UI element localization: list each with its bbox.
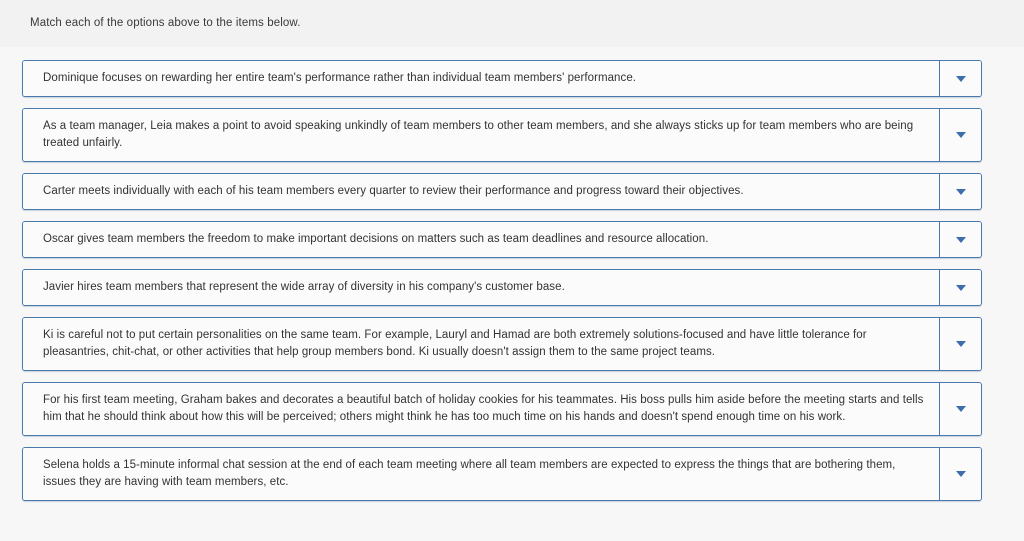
matching-item-dropdown-button[interactable]	[939, 318, 981, 370]
matching-item-dropdown-button[interactable]	[939, 174, 981, 209]
matching-item-dropdown-button[interactable]	[939, 61, 981, 96]
matching-item-statement	[23, 174, 939, 209]
matching-item-row	[22, 173, 982, 210]
matching-item-row	[22, 108, 982, 162]
chevron-down-icon	[956, 471, 966, 477]
matching-item-statement-text: Carter meets individually with each of his team members every quarter to review their performance and progress toward their objectives.	[43, 185, 744, 197]
matching-item-statement	[23, 61, 939, 96]
matching-items-list	[0, 47, 1024, 501]
matching-item-row	[22, 317, 982, 371]
matching-item-row	[22, 447, 982, 501]
instruction-bar	[0, 0, 1024, 47]
matching-item-row	[22, 269, 982, 306]
matching-item-statement-text: Selena holds a 15-minute informal chat session at the end of each team meeting where all team members are expected to express the things that are bothering them, issues they are having with team members, etc.	[43, 459, 896, 488]
matching-item-statement	[23, 318, 939, 370]
matching-item-statement	[23, 222, 939, 257]
chevron-down-icon	[956, 285, 966, 291]
matching-item-dropdown-button[interactable]	[939, 109, 981, 161]
matching-item-statement-text: For his first team meeting, Graham bakes and decorates a beautiful batch of holiday cookies for his teammates. His boss pulls him aside before the meeting starts and tells him that he should think about how this will be perceived; others might think he has too much time on his hands and doesn't spend enough time on his work.	[43, 394, 924, 423]
matching-item-statement	[23, 448, 939, 500]
matching-item-statement-text: Dominique focuses on rewarding her entire team's performance rather than individual team members' performance.	[43, 72, 637, 84]
matching-item-row	[22, 60, 982, 97]
chevron-down-icon	[956, 237, 966, 243]
matching-item-dropdown-button[interactable]	[939, 448, 981, 500]
matching-item-dropdown-button[interactable]	[939, 383, 981, 435]
matching-item-statement-text: As a team manager, Leia makes a point to avoid speaking unkindly of team members to other team members, and she always sticks up for team members who are being treated unfairly.	[43, 120, 914, 149]
matching-item-statement-text: Ki is careful not to put certain personalities on the same team. For example, Lauryl and Hamad are both extremely solutions-focused and have little tolerance for pleasantries, chit-chat, or other activities that help group members bond. Ki usually doesn't assign them to the same project teams.	[43, 329, 867, 358]
matching-item-row	[22, 221, 982, 258]
matching-item-statement-text: Oscar gives team members the freedom to make important decisions on matters such as team deadlines and resource allocation.	[43, 233, 709, 245]
instruction-text: Match each of the options above to the items below.	[30, 17, 301, 30]
matching-item-dropdown-button[interactable]	[939, 222, 981, 257]
matching-item-statement	[23, 383, 939, 435]
matching-item-statement	[23, 270, 939, 305]
chevron-down-icon	[956, 132, 966, 138]
matching-item-statement-text: Javier hires team members that represent the wide array of diversity in his company's customer base.	[43, 281, 565, 293]
matching-item-dropdown-button[interactable]	[939, 270, 981, 305]
chevron-down-icon	[956, 406, 966, 412]
matching-item-row	[22, 382, 982, 436]
chevron-down-icon	[956, 189, 966, 195]
matching-item-statement	[23, 109, 939, 161]
chevron-down-icon	[956, 76, 966, 82]
chevron-down-icon	[956, 341, 966, 347]
